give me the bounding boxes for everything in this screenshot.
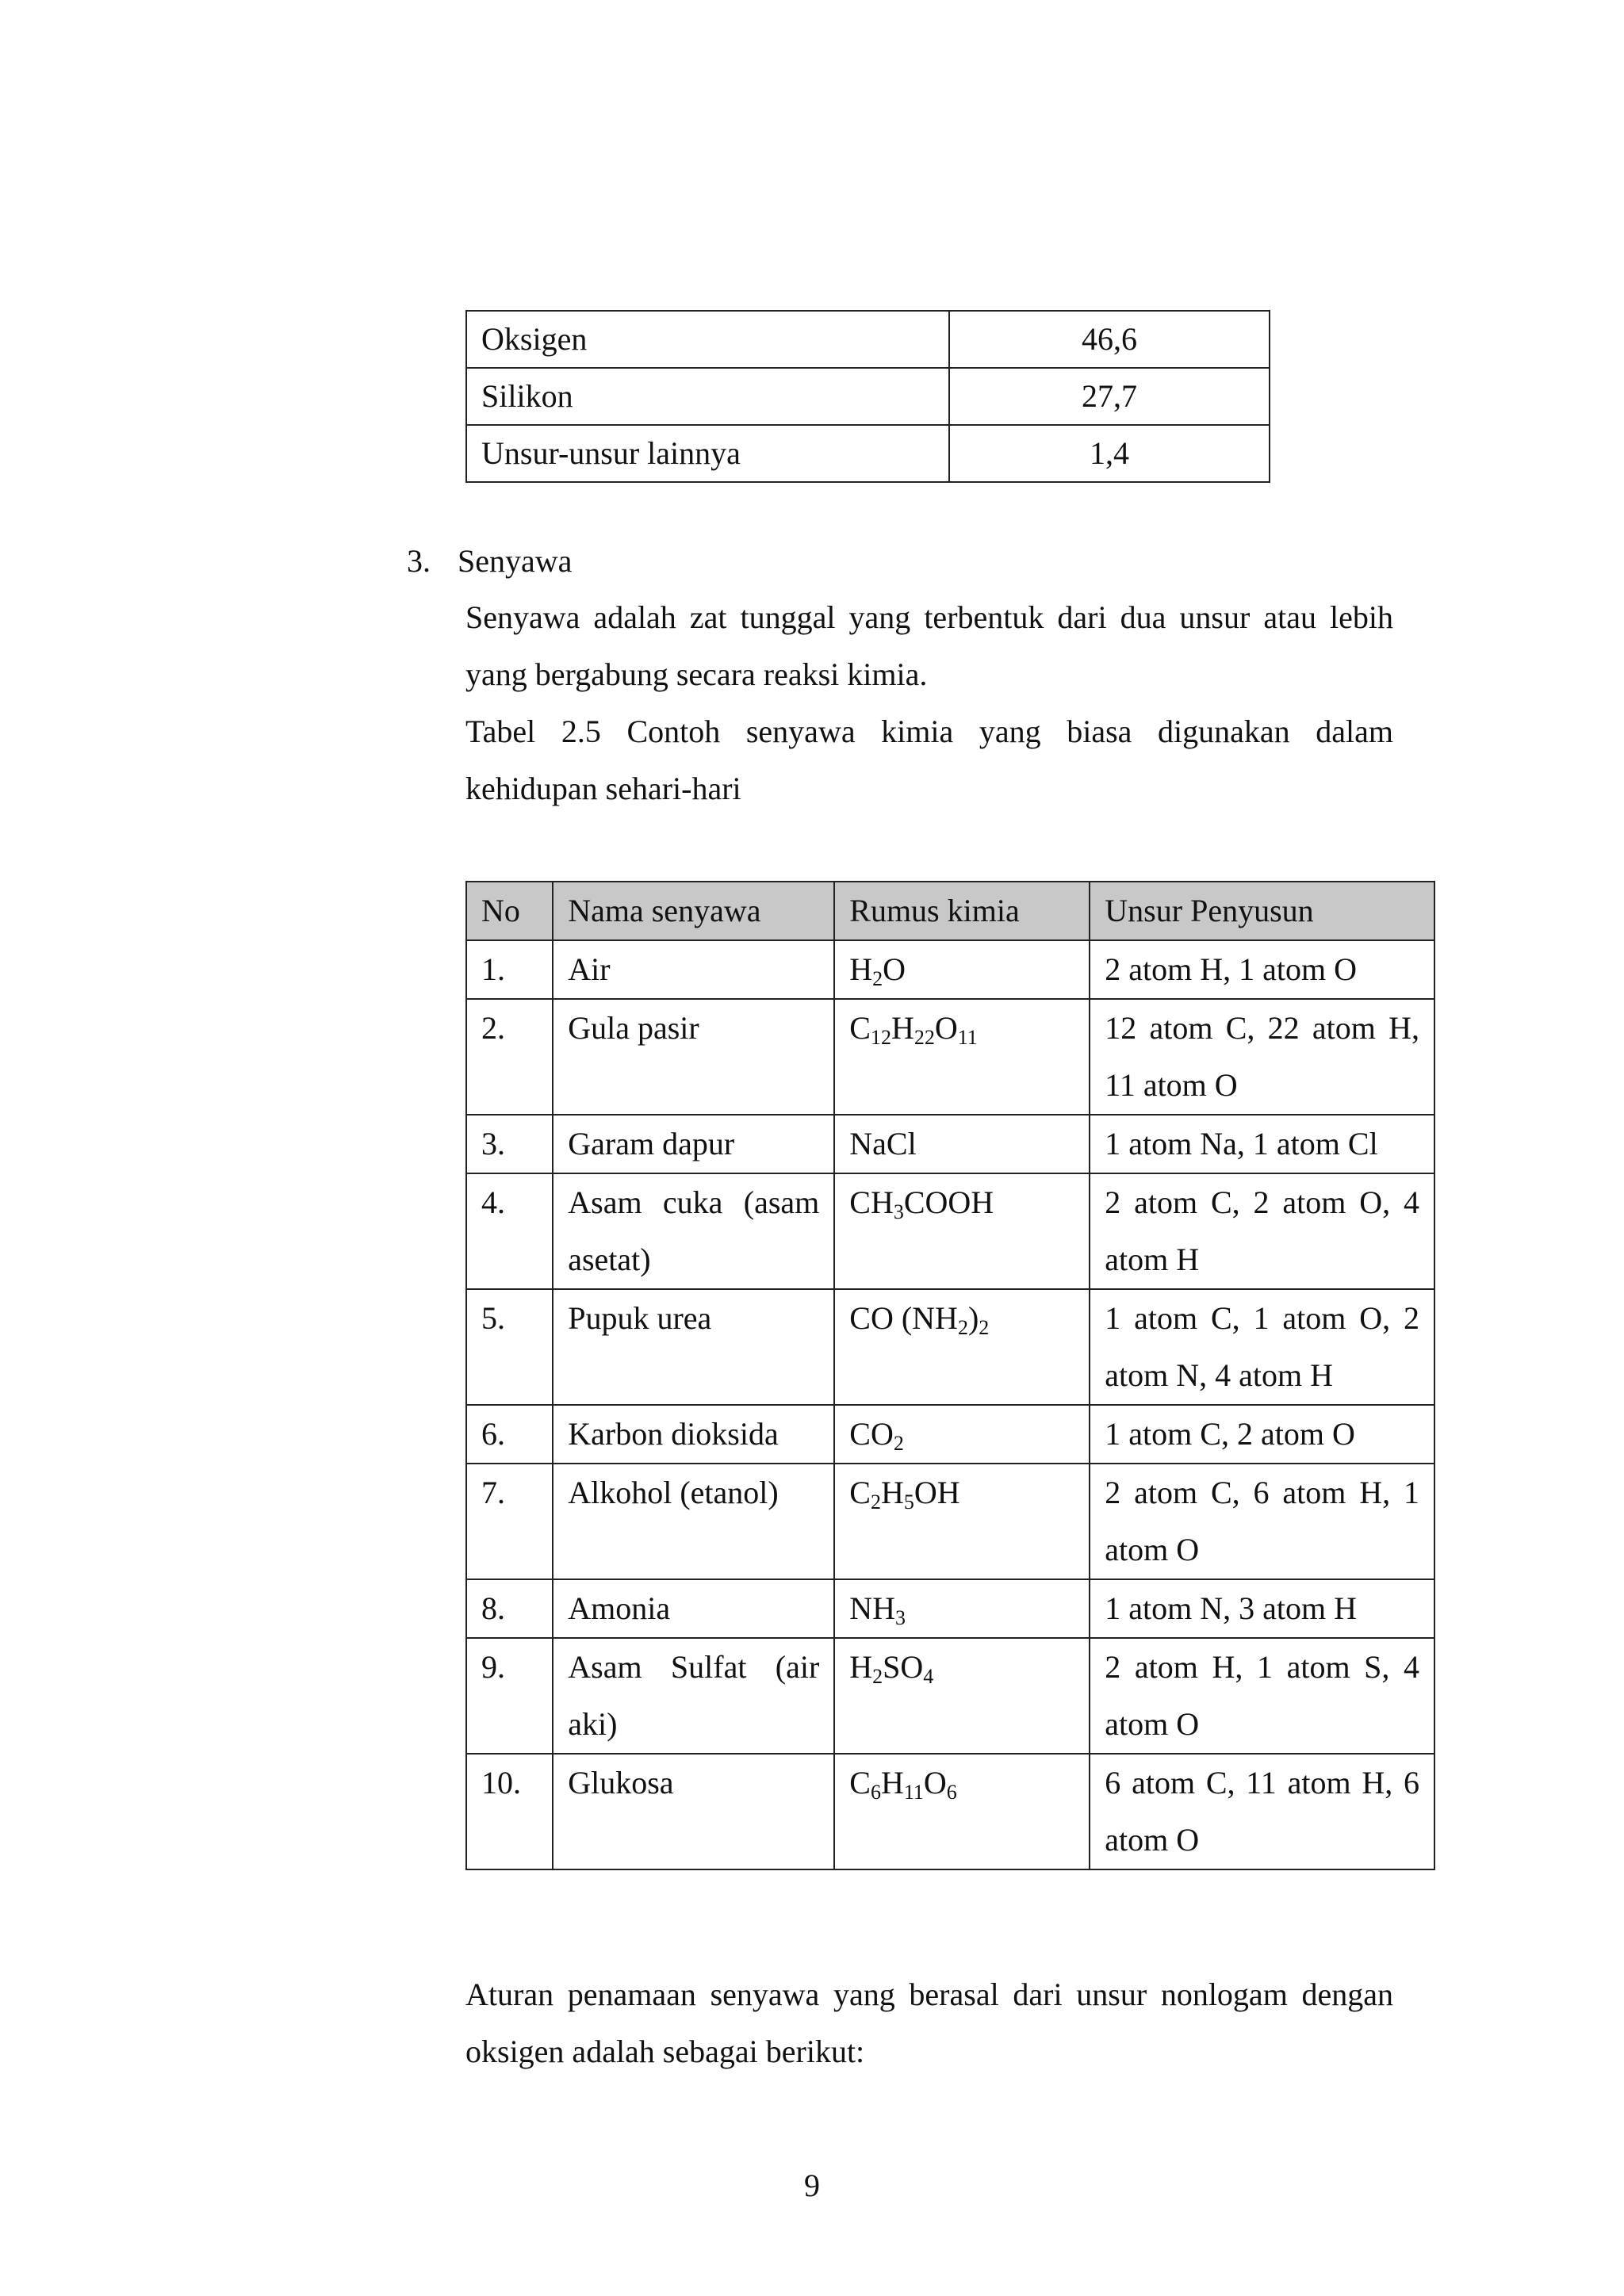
row-number-cell: 6.	[466, 1405, 553, 1464]
caption-line: kehidupan sehari-hari	[465, 771, 741, 806]
chemical-formula-cell: $NH_3$	[834, 1579, 1090, 1638]
table-row	[466, 940, 1434, 999]
paragraph-line: oksigen adalah sebagai berikut:	[465, 2034, 865, 2069]
element-name-cell: Oksigen	[466, 311, 949, 368]
paragraph-line: yang bergabung secara reaksi kimia.	[465, 656, 928, 692]
compound-name-cell: Amonia	[553, 1579, 834, 1638]
table-row	[466, 1464, 1434, 1579]
header-formula: Rumus kimia	[834, 882, 1090, 940]
element-value-cell: 27,7	[949, 368, 1270, 425]
table-row	[466, 368, 1270, 425]
constituent-elements-cell: 2 atom C, 6 atom H, 1 atom O	[1090, 1464, 1434, 1579]
table-row	[466, 425, 1270, 482]
row-number-cell: 7.	[466, 1464, 553, 1579]
element-name-cell: Silikon	[466, 368, 949, 425]
chemical-formula-cell: $C_2H_5OH$	[834, 1464, 1090, 1579]
compound-table	[465, 881, 1435, 1870]
constituent-elements-cell: 1 atom C, 1 atom O, 2 atom N, 4 atom H	[1090, 1289, 1434, 1405]
table-row	[466, 999, 1434, 1115]
chemical-formula-cell: $H_2O$	[834, 940, 1090, 999]
paragraph-line: Senyawa adalah zat tunggal yang terbentuk dari dua unsur atau lebih	[465, 599, 1393, 635]
table-row	[466, 311, 1270, 368]
table-row	[466, 1754, 1434, 1869]
table-row	[466, 1405, 1434, 1464]
row-number-cell: 5.	[466, 1289, 553, 1405]
compound-name-cell: Asam Sulfat (air aki)	[553, 1638, 834, 1754]
section-number: 3.	[407, 543, 431, 579]
table-row	[466, 1173, 1434, 1289]
constituent-elements-cell: 2 atom C, 2 atom O, 4 atom H	[1090, 1173, 1434, 1289]
compound-name-cell: Karbon dioksida	[553, 1405, 834, 1464]
compound-name-cell: Garam dapur	[553, 1115, 834, 1173]
table-row	[466, 1579, 1434, 1638]
row-number-cell: 9.	[466, 1638, 553, 1754]
definition-paragraph	[465, 589, 1393, 703]
constituent-elements-cell: 2 atom H, 1 atom S, 4 atom O	[1090, 1638, 1434, 1754]
compound-name-cell: Air	[553, 940, 834, 999]
page-number: 9	[804, 2168, 820, 2203]
row-number-cell: 2.	[466, 999, 553, 1115]
row-number-cell: 1.	[466, 940, 553, 999]
naming-rules-paragraph	[465, 1966, 1393, 2080]
compound-name-cell: Asam cuka (asam asetat)	[553, 1173, 834, 1289]
table-row	[466, 1115, 1434, 1173]
chemical-formula-cell: $H_2SO_4$	[834, 1638, 1090, 1754]
table-caption	[465, 703, 1393, 817]
constituent-elements-cell: 1 atom Na, 1 atom Cl	[1090, 1115, 1434, 1173]
section-title: Senyawa	[458, 543, 573, 579]
chemical-formula-cell: $C_6H_{11}O_6$	[834, 1754, 1090, 1869]
constituent-elements-cell: 1 atom C, 2 atom O	[1090, 1405, 1434, 1464]
constituent-elements-cell: 1 atom N, 3 atom H	[1090, 1579, 1434, 1638]
row-number-cell: 3.	[466, 1115, 553, 1173]
chemical-formula-cell: NaCl	[834, 1115, 1090, 1173]
table-header-row	[466, 882, 1434, 940]
compound-table-body	[466, 940, 1434, 1869]
element-value-cell: 1,4	[949, 425, 1270, 482]
element-abundance-table	[465, 310, 1270, 483]
header-unsur: Unsur Penyusun	[1090, 882, 1434, 940]
row-number-cell: 8.	[466, 1579, 553, 1638]
section-heading	[407, 542, 572, 580]
compound-name-cell: Alkohol (etanol)	[553, 1464, 834, 1579]
element-name-cell: Unsur-unsur lainnya	[466, 425, 949, 482]
paragraph-line: Aturan penamaan senyawa yang berasal dari unsur nonlogam dengan	[465, 1976, 1393, 2012]
constituent-elements-cell: 12 atom C, 22 atom H, 11 atom O	[1090, 999, 1434, 1115]
chemical-formula-cell: $CH_3COOH$	[834, 1173, 1090, 1289]
chemical-formula-cell: CO $(NH_2)_2$	[834, 1289, 1090, 1405]
caption-line: Tabel 2.5 Contoh senyawa kimia yang biasa digunakan dalam	[465, 714, 1393, 749]
row-number-cell: 4.	[466, 1173, 553, 1289]
table-row	[466, 1289, 1434, 1405]
compound-name-cell: Glukosa	[553, 1754, 834, 1869]
compound-name-cell: Pupuk urea	[553, 1289, 834, 1405]
element-value-cell: 46,6	[949, 311, 1270, 368]
constituent-elements-cell: 6 atom C, 11 atom H, 6 atom O	[1090, 1754, 1434, 1869]
chemical-formula-cell: $CO_2$	[834, 1405, 1090, 1464]
constituent-elements-cell: 2 atom H, 1 atom O	[1090, 940, 1434, 999]
chemical-formula-cell: $C_{12}H_{22}O_{11}$	[834, 999, 1090, 1115]
compound-name-cell: Gula pasir	[553, 999, 834, 1115]
row-number-cell: 10.	[466, 1754, 553, 1869]
header-name: Nama senyawa	[553, 882, 834, 940]
header-no: No	[466, 882, 553, 940]
table-row	[466, 1638, 1434, 1754]
